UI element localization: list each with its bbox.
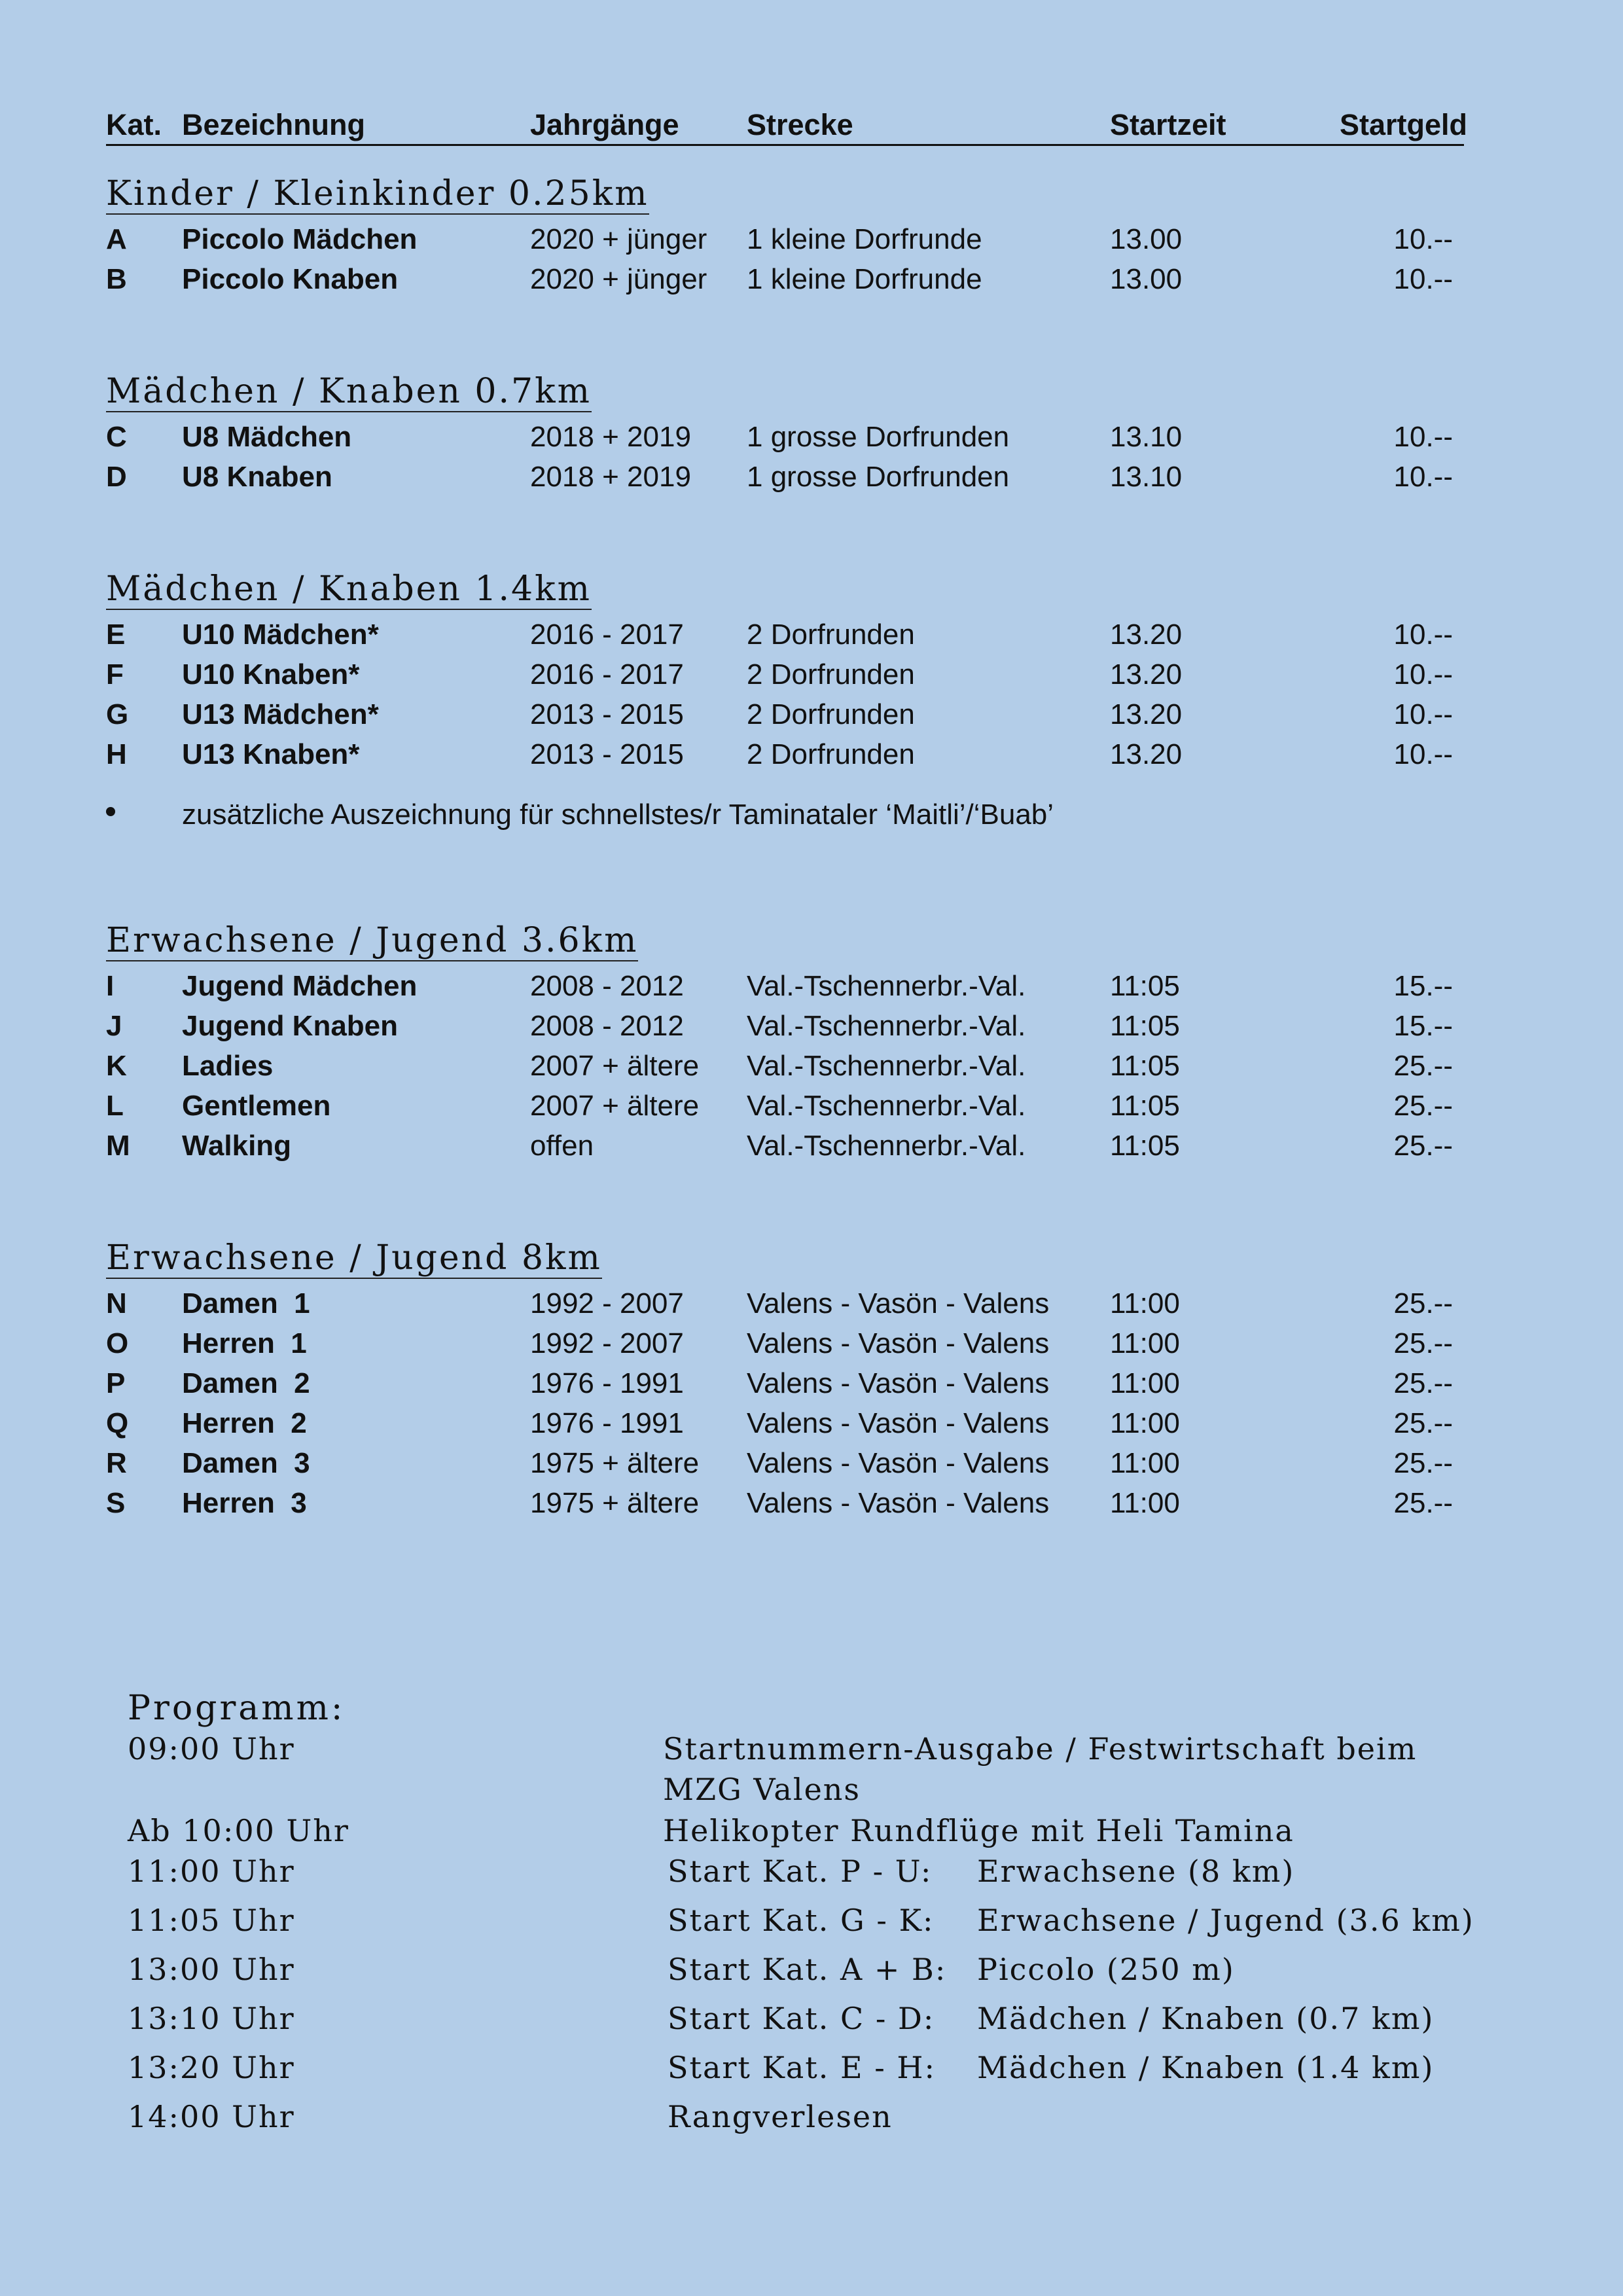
programm-start: Rangverlesen — [668, 2099, 893, 2134]
programm-desc-continued: MZG Valens — [663, 1772, 861, 1807]
cell-strecke: Valens - Vasön - Valens — [747, 1327, 1050, 1359]
cell-kat: J — [106, 1010, 122, 1042]
cell-jahrgaenge: 1975 + ältere — [530, 1447, 700, 1479]
cell-bezeichnung: U10 Mädchen* — [182, 619, 379, 651]
cell-startzeit: 13.00 — [1110, 223, 1183, 255]
cell-startzeit: 11:05 — [1110, 1010, 1180, 1042]
table-row — [0, 1090, 1623, 1130]
bullet-icon — [106, 807, 115, 816]
programm-item — [0, 1903, 1623, 1948]
cell-jahrgaenge: 2016 - 2017 — [530, 658, 684, 691]
cell-jahrgaenge: 2013 - 2015 — [530, 738, 684, 770]
cell-strecke: Valens - Vasön - Valens — [747, 1287, 1050, 1319]
programm-start: Start Kat. E - H: — [668, 2050, 936, 2085]
table-row — [0, 659, 1623, 698]
cell-startzeit: 11:00 — [1110, 1287, 1180, 1319]
cell-startgeld: 25.-- — [1393, 1367, 1453, 1399]
cell-jahrgaenge: offen — [530, 1130, 594, 1162]
cell-bezeichnung: U8 Knaben — [182, 461, 332, 493]
cell-kat: P — [106, 1367, 126, 1399]
programm-label: Erwachsene / Jugend (3.6 km) — [977, 1903, 1474, 1938]
programm-time: 13:20 Uhr — [128, 2050, 295, 2085]
programm-item — [0, 2099, 1623, 2145]
table-row — [0, 1368, 1623, 1407]
cell-kat: O — [106, 1327, 129, 1359]
cell-strecke: Valens - Vasön - Valens — [747, 1407, 1050, 1439]
cell-jahrgaenge: 1992 - 2007 — [530, 1327, 684, 1359]
programm-start: Start Kat. P - U: — [668, 1854, 933, 1889]
table-row — [0, 461, 1623, 501]
section-title: Kinder / Kleinkinder 0.25km — [106, 174, 649, 213]
table-row — [0, 422, 1623, 461]
cell-startgeld: 15.-- — [1393, 1010, 1453, 1042]
cell-jahrgaenge: 2007 + ältere — [530, 1090, 700, 1122]
table-row — [0, 971, 1623, 1010]
cell-startzeit: 11:00 — [1110, 1327, 1180, 1359]
cell-kat: I — [106, 970, 115, 1002]
cell-startgeld: 10.-- — [1393, 223, 1453, 255]
cell-bezeichnung: Jugend Mädchen — [182, 970, 418, 1002]
cell-bezeichnung: Piccolo Mädchen — [182, 223, 418, 255]
cell-startgeld: 10.-- — [1393, 461, 1453, 493]
cell-startzeit: 11:00 — [1110, 1487, 1180, 1519]
cell-bezeichnung: U13 Knaben* — [182, 738, 360, 770]
cell-startgeld: 25.-- — [1393, 1447, 1453, 1479]
programm-time: 09:00 Uhr — [128, 1731, 295, 1767]
cell-bezeichnung: Herren 3 — [182, 1487, 307, 1519]
programm-item — [0, 1854, 1623, 1899]
cell-jahrgaenge: 1992 - 2007 — [530, 1287, 684, 1319]
programm-time: 11:05 Uhr — [128, 1903, 295, 1938]
cell-strecke: Val.-Tschennerbr.-Val. — [747, 1090, 1026, 1122]
cell-strecke: 1 grosse Dorfrunden — [747, 421, 1010, 453]
cell-bezeichnung: Piccolo Knaben — [182, 263, 399, 295]
table-row — [0, 1408, 1623, 1447]
programm-desc: Startnummern-Ausgabe / Festwirtschaft beim — [663, 1731, 1418, 1767]
cell-strecke: Val.-Tschennerbr.-Val. — [747, 1050, 1026, 1082]
table-row — [0, 699, 1623, 738]
cell-bezeichnung: Damen 1 — [182, 1287, 310, 1319]
cell-startzeit: 11:05 — [1110, 1090, 1180, 1122]
cell-startgeld: 25.-- — [1393, 1090, 1453, 1122]
cell-kat: B — [106, 263, 127, 295]
header-bezeichnung: Bezeichnung — [182, 108, 366, 141]
cell-startgeld: 25.-- — [1393, 1130, 1453, 1162]
programm-label: Mädchen / Knaben (1.4 km) — [977, 2050, 1435, 2085]
programm-label: Erwachsene (8 km) — [977, 1854, 1295, 1889]
cell-startzeit: 13.20 — [1110, 698, 1183, 730]
cell-strecke: 1 kleine Dorfrunde — [747, 263, 982, 295]
table-row — [0, 739, 1623, 778]
cell-startgeld: 25.-- — [1393, 1407, 1453, 1439]
cell-bezeichnung: Herren 1 — [182, 1327, 307, 1359]
cell-bezeichnung: Ladies — [182, 1050, 274, 1082]
programm-time: 13:00 Uhr — [128, 1952, 295, 1987]
cell-startgeld: 10.-- — [1393, 698, 1453, 730]
cell-jahrgaenge: 2016 - 2017 — [530, 619, 684, 651]
cell-strecke: Valens - Vasön - Valens — [747, 1487, 1050, 1519]
cell-startgeld: 25.-- — [1393, 1050, 1453, 1082]
programm-title: Programm: — [128, 1689, 346, 1728]
cell-kat: N — [106, 1287, 127, 1319]
cell-startzeit: 13.20 — [1110, 658, 1183, 691]
programm-desc: Helikopter Rundflüge mit Heli Tamina — [663, 1813, 1294, 1848]
cell-kat: S — [106, 1487, 126, 1519]
footnote-text: zusätzliche Auszeichnung für schnellstes/r Taminataler ‘Maitli’/‘Buab’ — [182, 798, 1054, 831]
header-jahrgaenge: Jahrgänge — [530, 108, 679, 141]
cell-strecke: 1 grosse Dorfrunden — [747, 461, 1010, 493]
table-row — [0, 1328, 1623, 1367]
cell-strecke: Val.-Tschennerbr.-Val. — [747, 1130, 1026, 1162]
cell-startzeit: 13.10 — [1110, 461, 1183, 493]
cell-bezeichnung: U8 Mädchen — [182, 421, 352, 453]
cell-jahrgaenge: 1976 - 1991 — [530, 1407, 684, 1439]
programm-time: Ab 10:00 Uhr — [128, 1813, 349, 1848]
cell-startzeit: 11:00 — [1110, 1447, 1180, 1479]
cell-startgeld: 25.-- — [1393, 1487, 1453, 1519]
section-title: Mädchen / Knaben 1.4km — [106, 569, 592, 609]
programm-label: Piccolo (250 m) — [977, 1952, 1235, 1987]
table-row — [0, 1130, 1623, 1170]
cell-kat: A — [106, 223, 127, 255]
cell-bezeichnung: U10 Knaben* — [182, 658, 360, 691]
cell-jahrgaenge: 2020 + jünger — [530, 223, 707, 255]
table-row — [0, 1050, 1623, 1090]
cell-startgeld: 10.-- — [1393, 619, 1453, 651]
cell-kat: L — [106, 1090, 124, 1122]
cell-jahrgaenge: 2020 + jünger — [530, 263, 707, 295]
cell-strecke: 2 Dorfrunden — [747, 698, 915, 730]
cell-strecke: 2 Dorfrunden — [747, 738, 915, 770]
cell-bezeichnung: Damen 2 — [182, 1367, 310, 1399]
header-startzeit: Startzeit — [1110, 108, 1226, 141]
cell-kat: R — [106, 1447, 127, 1479]
cell-bezeichnung: Jugend Knaben — [182, 1010, 399, 1042]
section-title: Erwachsene / Jugend 3.6km — [106, 921, 639, 960]
cell-startgeld: 25.-- — [1393, 1287, 1453, 1319]
cell-startzeit: 13.20 — [1110, 738, 1183, 770]
header-startgeld: Startgeld — [1340, 108, 1468, 141]
cell-bezeichnung: Walking — [182, 1130, 292, 1162]
cell-startgeld: 15.-- — [1393, 970, 1453, 1002]
cell-bezeichnung: Gentlemen — [182, 1090, 331, 1122]
cell-startgeld: 10.-- — [1393, 263, 1453, 295]
programm-start: Start Kat. G - K: — [668, 1903, 935, 1938]
cell-startgeld: 10.-- — [1393, 658, 1453, 691]
cell-startzeit: 11:00 — [1110, 1407, 1180, 1439]
cell-strecke: 1 kleine Dorfrunde — [747, 223, 982, 255]
cell-kat: Q — [106, 1407, 129, 1439]
cell-kat: M — [106, 1130, 130, 1162]
cell-bezeichnung: Damen 3 — [182, 1447, 310, 1479]
programm-item — [0, 1813, 1623, 1859]
cell-jahrgaenge: 2008 - 2012 — [530, 970, 684, 1002]
cell-kat: K — [106, 1050, 127, 1082]
cell-bezeichnung: U13 Mädchen* — [182, 698, 379, 730]
table-row — [0, 264, 1623, 303]
header-kat: Kat. — [106, 108, 162, 141]
cell-startgeld: 25.-- — [1393, 1327, 1453, 1359]
cell-startzeit: 11:05 — [1110, 970, 1180, 1002]
table-row — [0, 1288, 1623, 1327]
cell-kat: C — [106, 421, 127, 453]
cell-strecke: 2 Dorfrunden — [747, 619, 915, 651]
section-title: Erwachsene / Jugend 8km — [106, 1238, 602, 1278]
cell-jahrgaenge: 2013 - 2015 — [530, 698, 684, 730]
section-title: Mädchen / Knaben 0.7km — [106, 372, 592, 411]
table-row — [0, 1488, 1623, 1527]
cell-bezeichnung: Herren 2 — [182, 1407, 307, 1439]
cell-jahrgaenge: 2018 + 2019 — [530, 461, 691, 493]
programm-start: Start Kat. A + B: — [668, 1952, 947, 1987]
programm-item — [0, 2001, 1623, 2047]
cell-startzeit: 11:00 — [1110, 1367, 1180, 1399]
cell-jahrgaenge: 1976 - 1991 — [530, 1367, 684, 1399]
table-row — [0, 224, 1623, 263]
cell-strecke: Valens - Vasön - Valens — [747, 1367, 1050, 1399]
cell-strecke: Val.-Tschennerbr.-Val. — [747, 970, 1026, 1002]
cell-kat: D — [106, 461, 127, 493]
table-row — [0, 619, 1623, 658]
cell-startzeit: 11:05 — [1110, 1130, 1180, 1162]
cell-kat: F — [106, 658, 124, 691]
cell-strecke: Val.-Tschennerbr.-Val. — [747, 1010, 1026, 1042]
cell-kat: H — [106, 738, 127, 770]
cell-startzeit: 13.10 — [1110, 421, 1183, 453]
programm-label: Mädchen / Knaben (0.7 km) — [977, 2001, 1435, 2036]
programm-time: 11:00 Uhr — [128, 1854, 295, 1889]
cell-jahrgaenge: 2008 - 2012 — [530, 1010, 684, 1042]
cell-jahrgaenge: 2007 + ältere — [530, 1050, 700, 1082]
cell-startgeld: 10.-- — [1393, 421, 1453, 453]
cell-startzeit: 13.00 — [1110, 263, 1183, 295]
programm-time: 13:10 Uhr — [128, 2001, 295, 2036]
cell-strecke: Valens - Vasön - Valens — [747, 1447, 1050, 1479]
cell-kat: E — [106, 619, 126, 651]
cell-startzeit: 11:05 — [1110, 1050, 1180, 1082]
programm — [0, 1682, 1623, 2140]
programm-item — [0, 1731, 1623, 1807]
table-row — [0, 1448, 1623, 1487]
programm-time: 14:00 Uhr — [128, 2099, 295, 2134]
programm-item — [0, 1952, 1623, 1998]
table-row — [0, 1011, 1623, 1050]
cell-startgeld: 10.-- — [1393, 738, 1453, 770]
cell-jahrgaenge: 2018 + 2019 — [530, 421, 691, 453]
cell-strecke: 2 Dorfrunden — [747, 658, 915, 691]
cell-kat: G — [106, 698, 129, 730]
programm-item — [0, 2050, 1623, 2096]
cell-jahrgaenge: 1975 + ältere — [530, 1487, 700, 1519]
header-strecke: Strecke — [747, 108, 853, 141]
cell-startzeit: 13.20 — [1110, 619, 1183, 651]
programm-start: Start Kat. C - D: — [668, 2001, 935, 2036]
